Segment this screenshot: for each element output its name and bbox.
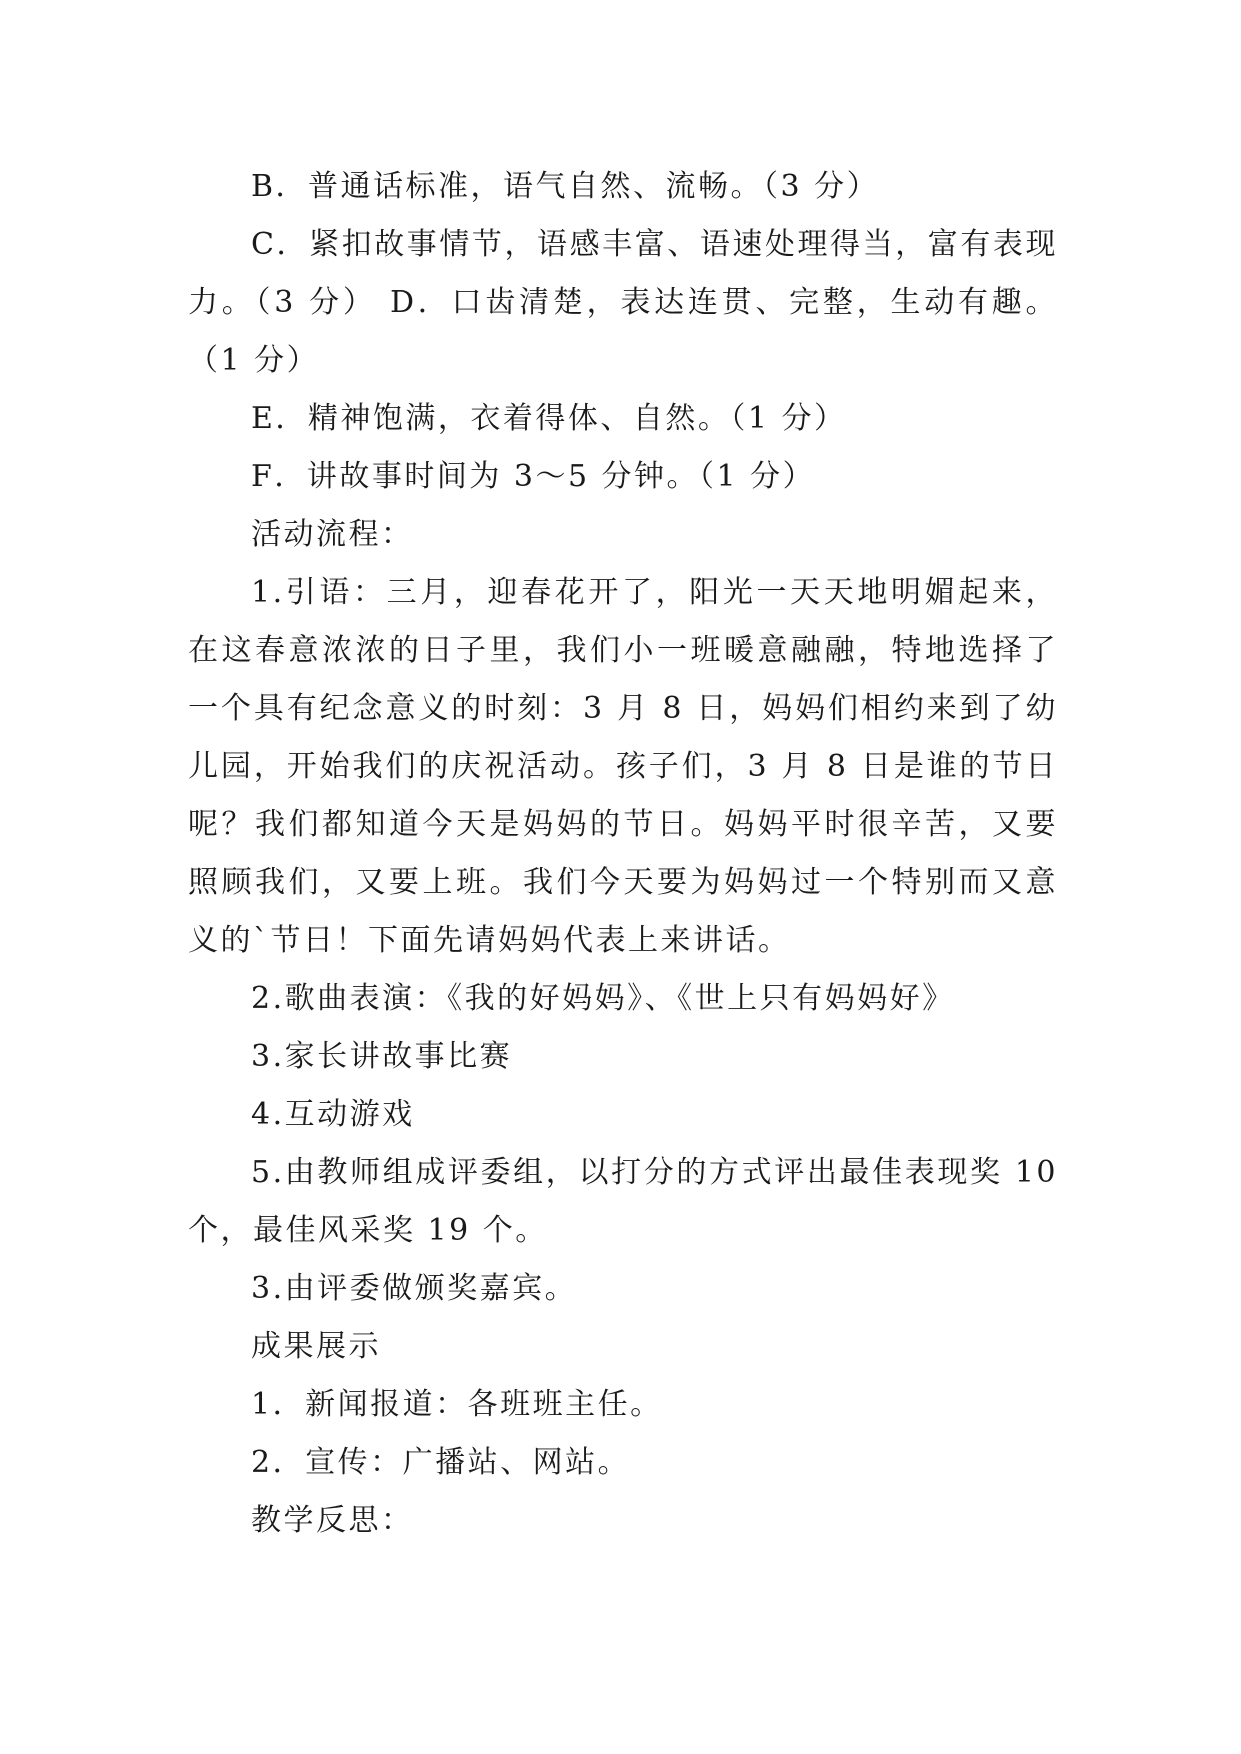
result-news: 1．新闻报道：各班班主任。	[251, 1387, 663, 1422]
flow-step-awards: 3.由评委做颁奖嘉宾。	[251, 1271, 578, 1306]
flow-step-introduction: 1.引语：三月，迎春花开了，阳光一天天地明媚起来，在这春意浓浓的日子里，我们小一班暖意融融，特地选择了一个具有纪念意义的时刻：3 月 8 日，妈妈们相约来到了幼儿园，开始我们的庆祝活动。孩子们，3 月 8 日是谁的节日呢？我们都知道今天是妈妈的节日。妈妈平时很辛苦，又要照顾我们，又要上班。我们今天要为妈妈过一个特别而又意义的`节日！下面先请妈妈代表上来讲话。	[188, 575, 1058, 958]
result-publicity: 2．宣传：广播站、网站。	[251, 1445, 631, 1480]
flow-step-games: 4.互动游戏	[251, 1097, 415, 1132]
flow-step-song: 2.歌曲表演：《我的好妈妈》、《世上只有妈妈好》	[251, 981, 955, 1016]
criterion-e: E．精神饱满，衣着得体、自然。（1 分）	[251, 401, 847, 436]
flow-step-judging: 5.由教师组成评委组，以打分的方式评出最佳表现奖 10 个，最佳风采奖 19 个。	[188, 1155, 1058, 1248]
criterion-f: F．讲故事时间为 3～5 分钟。（1 分）	[251, 459, 816, 494]
section-heading-results: 成果展示	[251, 1329, 381, 1364]
criterion-c-d: C．紧扣故事情节，语感丰富、语速处理得当，富有表现力。（3 分） D．口齿清楚，表达连贯、完整，生动有趣。（1 分）	[188, 227, 1058, 378]
flow-step-storytelling: 3.家长讲故事比赛	[251, 1039, 513, 1074]
criterion-b: B．普通话标准，语气自然、流畅。（3 分）	[251, 169, 880, 204]
document-body	[188, 158, 1058, 1550]
section-heading-reflection: 教学反思：	[251, 1503, 414, 1538]
section-heading-activity-flow: 活动流程：	[251, 517, 414, 552]
